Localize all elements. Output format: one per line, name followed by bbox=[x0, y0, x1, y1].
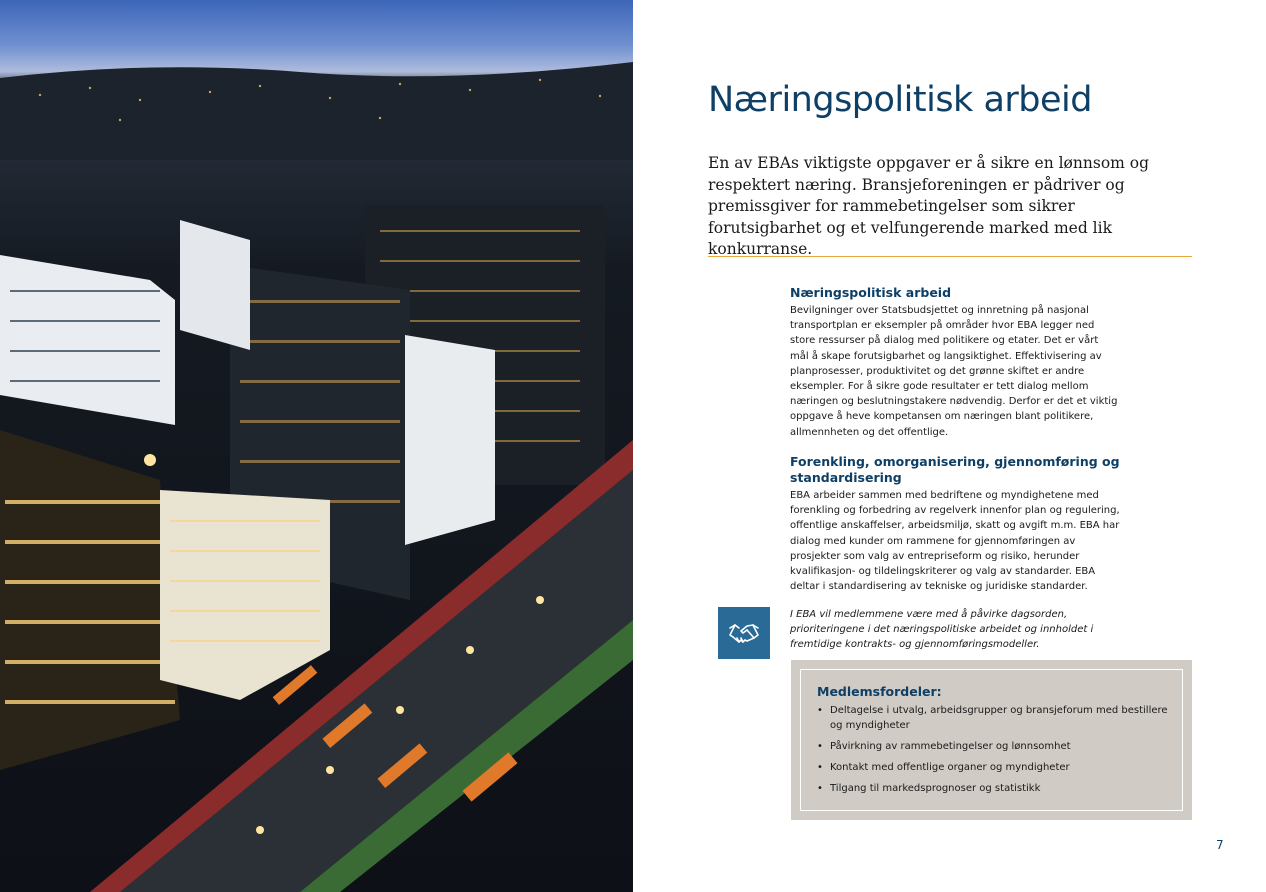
member-quote: I EBA vil medlemmene være med å påvirke dagsorden, prioriteringene i det næringspolitiske arbeidet og innholdet i fremtidige kontrakts- og gjennomføringsmodeller. bbox=[790, 609, 1094, 651]
section-body: EBA arbeider sammen med bedriftene og myndighetene med forenkling og forbedring av regelverk innenfor plan og regulering, offentlige anskaffelser, arbeidsmiljø, skatt og avgift m.m. EBA har dialog med kunder om rammene for gjennomføringen av prosjekter som valg av entrepriseform og risiko, herunder kvalifikasjon- og tildelingskriterer og valg av standarder. EBA deltar i standardisering av tekniske og juridiske standarder. bbox=[790, 490, 1120, 593]
list-item: • Tilgang til markedsprognoser og statistikk bbox=[817, 781, 1170, 796]
list-item: • Deltagelse i utvalg, arbeidsgrupper og bransjeforum med bestillere og myndigheter bbox=[817, 703, 1170, 733]
section-body: Bevilgninger over Statsbudsjettet og innretning på nasjonal transportplan er eksempler på områder hvor EBA legger ned store ressurser på dialog med politikere og etater. Det er vårt mål å skape forutsigbarhet og langsiktighet. Effektivisering av planprosesser, produktivitet og det grønne skiftet er andre eksempler. For å sikre gode resultater er tett dialog mellom næringen og beslutningstakere nødvendig. Derfor er det et viktig oppgave å heve kompetansen om næringen blant politikere, allmennheten og det offentlige. bbox=[790, 305, 1118, 438]
member-benefits-frame bbox=[800, 669, 1183, 811]
list-item: • Kontakt med offentlige organer og myndigheter bbox=[817, 760, 1170, 775]
member-benefits-list bbox=[817, 703, 1170, 796]
section-divider bbox=[708, 256, 1192, 257]
section-naeringspolitisk bbox=[790, 285, 1120, 440]
section-heading: Næringspolitisk arbeid bbox=[790, 285, 952, 300]
member-benefits-box bbox=[791, 660, 1192, 820]
section-forenkling bbox=[790, 454, 1120, 594]
section-heading: Forenkling, omorganisering, gjennomføring og standardisering bbox=[790, 454, 1120, 485]
page-number: 7 bbox=[1216, 838, 1224, 852]
page-title: Næringspolitisk arbeid bbox=[708, 80, 1092, 120]
member-benefits-heading: Medlemsfordeler: bbox=[817, 684, 942, 699]
intro-paragraph: En av EBAs viktigste oppgaver er å sikre en lønnsom og respektert næring. Bransjeforeningen er pådriver og premissgiver for rammebetingelser som sikrer forutsigbarhet og et velfungerende marked med lik konkurranse. bbox=[708, 154, 1150, 258]
handshake-icon bbox=[718, 607, 770, 659]
list-item: • Påvirkning av rammebetingelser og lønnsomhet bbox=[817, 739, 1170, 754]
